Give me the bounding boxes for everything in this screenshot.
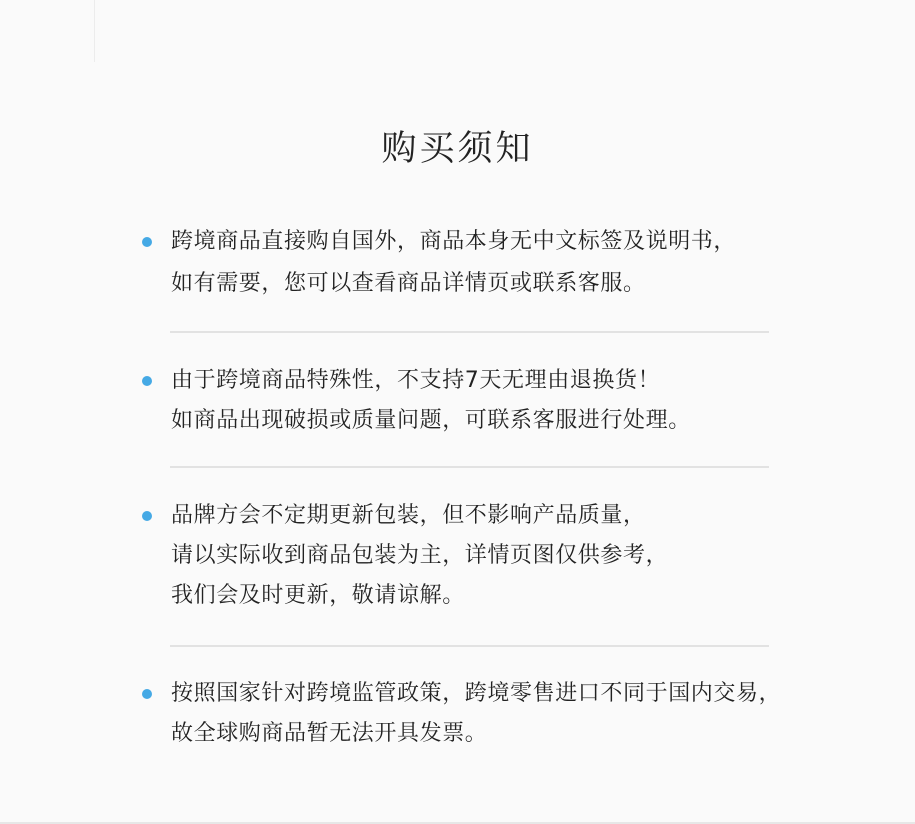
notice-line: 我们会及时更新，敬请谅解。 <box>171 583 465 608</box>
divider <box>170 645 769 647</box>
notice-line: 按照国家针对跨境监管政策，跨境零售进口不同于国内交易， <box>171 681 782 706</box>
notice-line: 品牌方会不定期更新包装，但不影响产品质量， <box>171 503 646 528</box>
top-left-edge-line <box>94 0 95 62</box>
divider <box>170 466 769 468</box>
notice-line: 跨境商品直接购自国外，商品本身无中文标签及说明书， <box>171 229 737 254</box>
page-title: 购买须知 <box>381 129 534 169</box>
notice-line: 由于跨境商品特殊性，不支持7天无理由退换货！ <box>171 368 661 393</box>
bullet-dot-icon <box>142 689 152 699</box>
divider <box>170 331 769 333</box>
notice-line: 如商品出现破损或质量问题，可联系客服进行处理。 <box>171 408 691 433</box>
notice-line: 如有需要，您可以查看商品详情页或联系客服。 <box>171 271 646 296</box>
bullet-dot-icon <box>142 237 152 247</box>
bullet-dot-icon <box>142 376 152 386</box>
notice-line: 故全球购商品暂无法开具发票。 <box>171 721 488 746</box>
bullet-dot-icon <box>142 511 152 521</box>
notice-line: 请以实际收到商品包装为主，详情页图仅供参考， <box>171 543 669 568</box>
